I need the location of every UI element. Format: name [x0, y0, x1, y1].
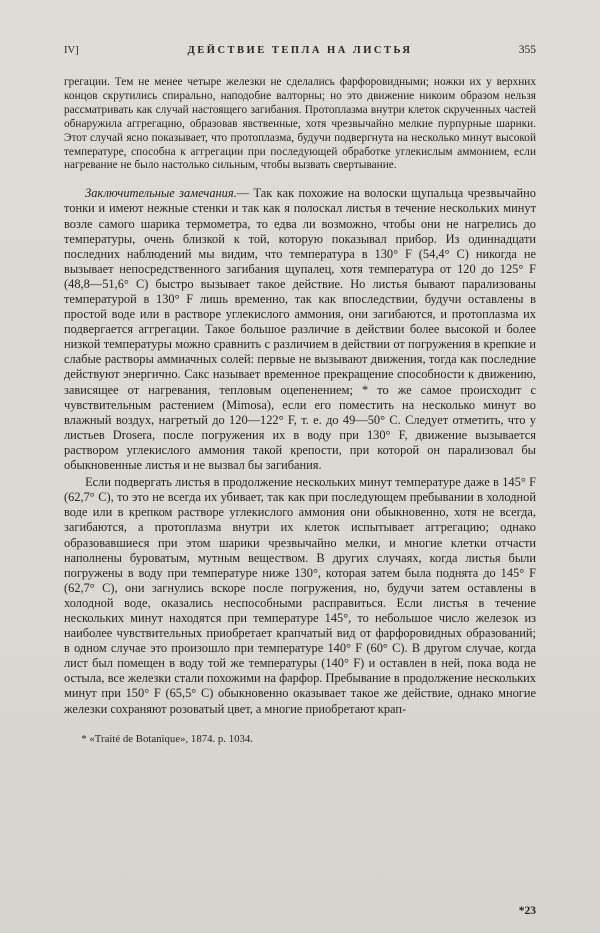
chapter-number: IV] — [64, 45, 79, 56]
paragraph-text: — Так как похожие на волоски щупальца чрезвычайно тонки и имеют нежные стенки и так как я полоскал листья в течение нескольких минут возле самого шарика термометра, то едва ли возможно, чтобы они не нагрелись до температуры, очень близкой к той, которую показывал прибор. Из одиннадцати последних наблюдений мы видим, что температура в 130° F (54,4° C) никогда не вызывает непосредственного загибания щупалец, хотя температура от 120 до 125° F (48,8—51,6° C) быстро вызывает такое действие. Но листья бывают парализованы температурой в 130° F лишь временно, так как впоследствии, будучи оставлены в простой воде или в растворе углекислого аммония, они загибаются, и протоплазма их подвергается аггрегации. Такое большое различие в действии более высокой и более низкой температуры можно сравнить с различием в действии от погружения в крепкие и слабые растворы аммиачных солей: первые не вызывают движения, тогда как последние действуют энергично. Сакс называет временное прекращение способности к движению, зависящее от нагревания, тепловым оцепенением; * то же самое происходит с чувствительным растением (Mimosa), если его поместить на несколько минут во влажный воздух, нагретый до 120—122° F, т. е. до 49—50° C. Следует отметить, что у листьев Drosera, после погружения их в воду при 130° F, движение вызывается раствором углекислого аммония такой крепости, при которой он парализовал бы обыкновенные листья и не вызвал бы загибания. — [64, 186, 536, 473]
page-number: 355 — [518, 44, 536, 56]
footnote: * «Traité de Botanique», 1874. p. 1034. — [81, 732, 254, 745]
paragraph-lead: Заключительные замечания. — [85, 186, 237, 201]
page-header — [64, 44, 536, 56]
paragraph-continuation: грегации. Тем не менее четыре железки не сделались фарфоровидными; ножки их у верхних концов скрутились спирально, наподобие валторны; но это движение никоим образом нельзя рассматривать как случай настоящего загибания. Протоплазма внутри клеток скрученных частей обнаружила аггрегацию, образовав явственные, хотя чрезвычайно мелкие пурпурные шарики. Этот случай ясно показывает, что протоплазма, будучи подвергнута на несколько минут высокой температуре, способна к аггрегации при последующей обработке углекислым аммонием, если нагревание не было настолько сильным, чтобы вызвать свертывание. — [64, 76, 536, 172]
paragraph-concluding-remarks — [64, 186, 536, 473]
running-title: ДЕЙСТВИЕ ТЕПЛА НА ЛИСТЬЯ — [187, 45, 413, 56]
paragraph-experiments: Если подвергать листья в продолжение нескольких минут температуре даже в 145° F (62,7° C), то это не всегда их убивает, так как при последующем пребывании в холодной воде или в крепком растворе углекислого аммония они обыкновенно, хотя не всегда, загибаются, а протоплазма внутри их клеток испытывает аггрегацию; однако образовавшиеся при этом шарики чрезвычайно мелки, и многие клетки отчасти наполнены буроватым, мутным веществом. В других случаях, когда листья были погружены в воду при температуре ниже 130°, которая затем была поднята до 145° F (62,7° C), они загнулись вскоре после погружения, но, будучи затем оставлены в холодной воде, оказались неспособными расправиться. Если листья в течение нескольких минут находятся при температуре 145°, то небольшое число железок из наиболее чувствительных приобретает крапчатый вид от фарфоровидных образований; в одном случае это произошло при температуре 140° F (60° C). В другом случае, когда лист был помещен в воду той же температуры (140° F) и оставлен в ней, пока вода не остыла, все железки стали похожими на фарфор. Пребывание в продолжение нескольких минут при 150° F (65,5° C) обыкновенно оказывает такое же действие, однако многие железки сохраняют розоватый цвет, а многие приобретают крап- — [64, 475, 536, 716]
print-signature: *23 — [518, 905, 536, 917]
